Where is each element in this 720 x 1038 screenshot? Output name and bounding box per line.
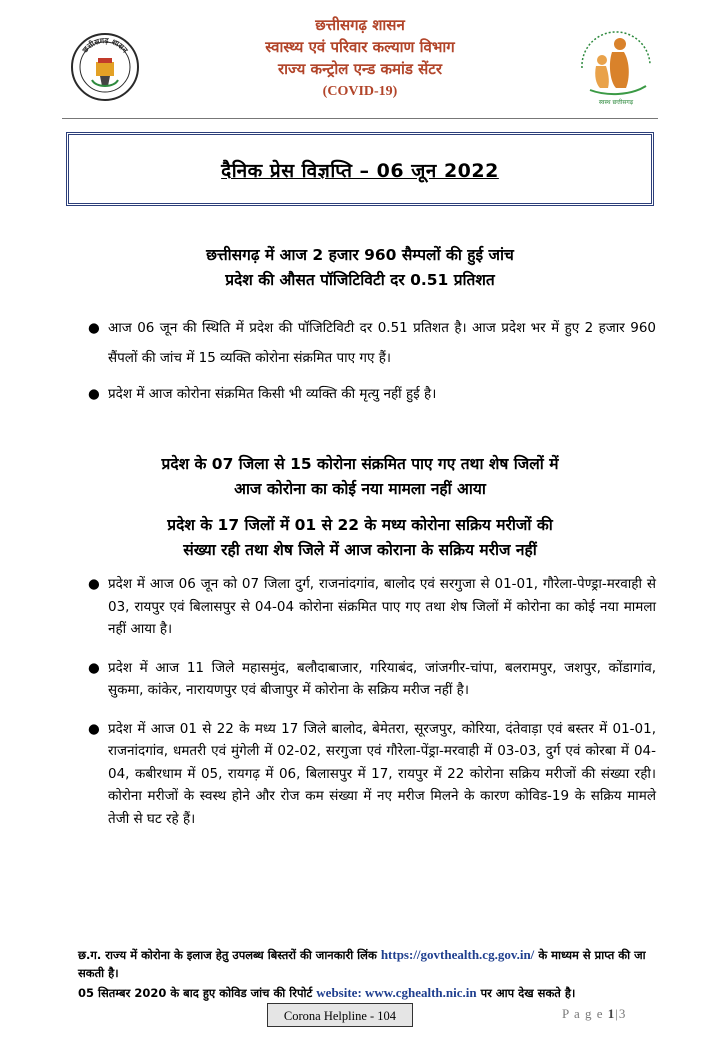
title-box	[66, 132, 654, 206]
subheading-1-line-1: प्रदेश के 07 जिला से 15 कोरोना संक्रमित पाए गए तथा शेष जिलों में	[161, 455, 559, 473]
header-govt: छत्तीसगढ़ शासन	[315, 16, 405, 34]
footer-line1-suffix: के माध्यम से प्राप्त की जा सकती है।	[78, 948, 646, 980]
list-item	[88, 573, 656, 641]
subheading-2-line-2: संख्या रही तथा शेष जिले में आज कोराना के सक्रिय मरीज नहीं	[183, 541, 537, 559]
govthealth-link[interactable]: https://govthealth.cg.gov.in/	[380, 947, 535, 962]
footer-line1-prefix: छ.ग. राज्य में कोरोना के इलाज हेतु उपलब्ध बिस्तरों की जानकारी लिंक	[78, 948, 377, 962]
letterhead	[0, 0, 720, 122]
logo-right-text: स्वस्थ छत्तीसगढ़	[598, 99, 634, 106]
page-current: 1	[607, 1006, 616, 1021]
bullet-icon: ●	[88, 576, 100, 592]
page-label: P a g e	[562, 1006, 604, 1021]
press-release-title: दैनिक प्रेस विज्ञप्ति – 06 जून 2022	[221, 160, 499, 182]
footer-line2-suffix: पर आप देख सकते है।	[480, 986, 576, 1000]
page-number	[562, 1006, 626, 1022]
footer-bed-info	[78, 946, 668, 982]
subheading-new-cases	[60, 452, 660, 502]
page-separator: |	[615, 1006, 619, 1021]
bullet-text: आज 06 जून की स्थिति में प्रदेश की पॉजिटिविटी दर 0.51 प्रतिशत है। आज प्रदेश भर में हुए 2 हजार 960 सैंपलों की जांच में 15 व्यक्ति कोरोना संक्रमित पाए गए हैं।	[108, 320, 656, 366]
headline-line-2: प्रदेश की औसत पॉजिटिविटी दर 0.51 प्रतिशत	[225, 271, 495, 289]
emblem-text: छत्तीसगढ़ शासन	[80, 35, 130, 55]
headline-line-1: छत्तीसगढ़ में आज 2 हजार 960 सैम्पलों की हुई जांच	[206, 246, 514, 264]
header-control-center: राज्य कन्ट्रोल एन्ड कमांड सेंटर	[278, 60, 442, 78]
bullet-text: प्रदेश में आज 11 जिले महासमुंद, बलौदाबाजार, गरियाबंद, जांजगीर-चांपा, बलरामपुर, जशपुर, कोंडागांव, सुकमा, कांकेर, नारायणपुर एवं बीजापुर में कोरोना के सक्रिय मरीज नहीं है।	[108, 659, 656, 698]
chhattisgarh-emblem-icon	[70, 32, 140, 102]
header-divider	[62, 118, 658, 119]
list-item	[88, 313, 656, 373]
footer-line2-prefix: 05 सितम्बर 2020 के बाद हुए कोविड जांच की रिपोर्ट	[78, 986, 313, 1000]
footer-report-info	[78, 984, 668, 1002]
bullet-icon: ●	[88, 659, 100, 676]
header-department: स्वास्थ्य एवं परिवार कल्याण विभाग	[265, 38, 455, 56]
section2-list	[88, 573, 656, 830]
headline	[60, 243, 660, 293]
corona-helpline-box: Corona Helpline - 104	[267, 1003, 413, 1027]
list-item	[88, 657, 656, 702]
bullet-icon: ●	[88, 386, 100, 402]
list-item	[88, 718, 656, 831]
header-covid: (COVID-19)	[322, 84, 398, 99]
page-total: 3	[618, 1006, 627, 1021]
subheading-2-line-1: प्रदेश के 17 जिलों में 01 से 22 के मध्य कोरोना सक्रिय मरीजों की	[167, 516, 553, 534]
list-item	[88, 379, 656, 409]
swasth-chhattisgarh-logo-icon	[572, 24, 660, 112]
bullet-text: प्रदेश में आज 01 से 22 के मध्य 17 जिले बालोद, बेमेतरा, सूरजपुर, कोरिया, दंतेवाड़ा एवं बस्तर में 01-01, राजनांदगांव, धमतरी एवं मुंगेली में 02-02, सरगुजा एवं गौरेला-पेंड्रा-मरवाही में 03-03, दुर्ग एवं कोरबा में 04-04, कबीरधाम में 05, रायगढ़ में 06, बिलासपुर में 17, रायपुर में 22 कोरोना सक्रिय मरीजों की संख्या रही। कोरोना मरीजों के स्वस्थ होने और रोज कम संख्या में नए मरीज मिलने के कारण कोविड-19 के सक्रिय मामले तेजी से घट रहे हैं।	[108, 720, 656, 827]
bullet-icon: ●	[88, 720, 100, 737]
section1-list	[88, 313, 656, 409]
subheading-1-line-2: आज कोरोना का कोई नया मामला नहीं आया	[234, 480, 486, 498]
bullet-text: प्रदेश में आज 06 जून को 07 जिला दुर्ग, राजनांदगांव, बालोद एवं सरगुजा से 01-01, गौरेला-पेण्ड्रा-मरवाही से 03, रायपुर एवं बिलासपुर से 04-04 कोरोना संक्रमित पाए गए तथा शेष जिलों में कोरोना का कोई नया मामला नहीं आया है।	[108, 576, 656, 637]
cghealth-website-link[interactable]: website: www.cghealth.nic.in	[316, 985, 477, 1000]
subheading-active-cases	[60, 513, 660, 563]
bullet-icon: ●	[88, 320, 100, 336]
bullet-text: प्रदेश में आज कोरोना संक्रमित किसी भी व्यक्ति की मृत्यु नहीं हुई है।	[108, 386, 437, 402]
